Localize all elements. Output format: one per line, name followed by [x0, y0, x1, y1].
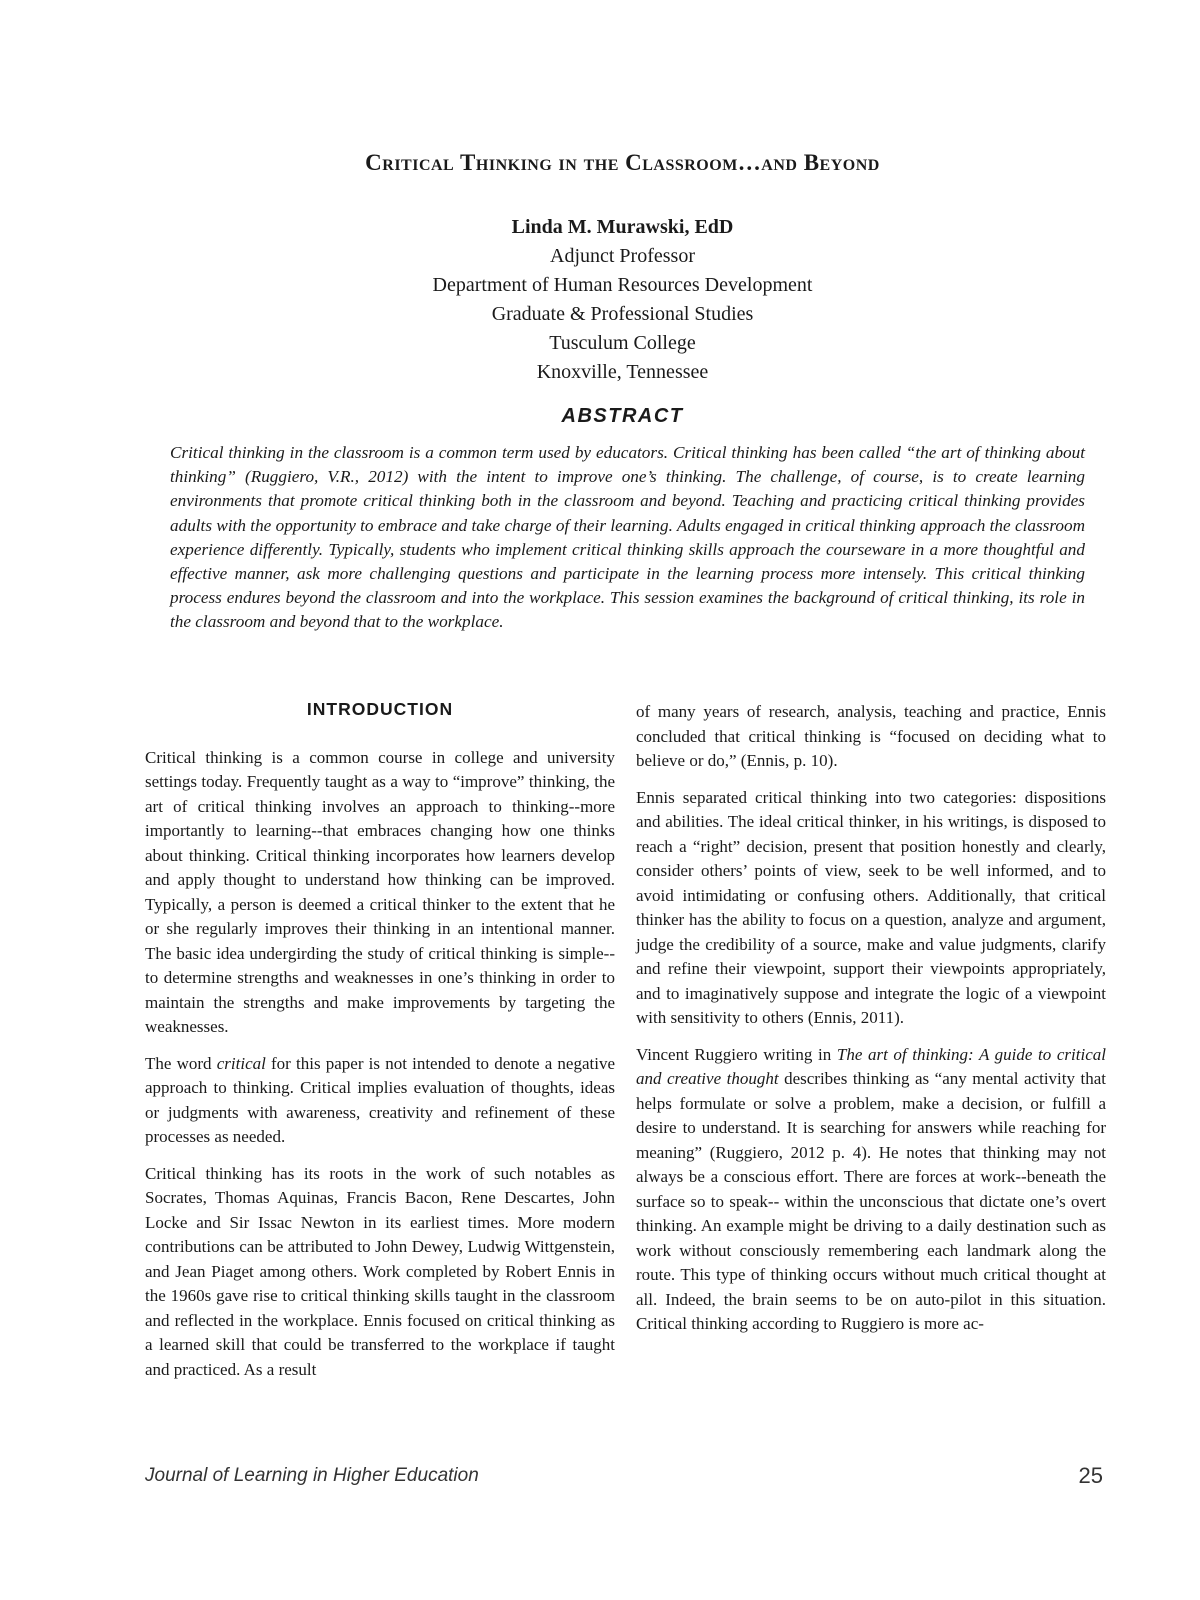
- author-location: Knoxville, Tennessee: [536, 361, 709, 383]
- intro-paragraph-2: The word critical for this paper is not intended to denote a negative approach to thinking. Critical implies evaluation of thoughts, ideas or judgments with awareness, creativity and refinement of these processes as needed.: [145, 1053, 616, 1146]
- author-name: Linda M. Murawski, EdD: [511, 216, 734, 238]
- page-number: 25: [1078, 1463, 1103, 1488]
- intro-paragraph-3: Critical thinking has its roots in the work of such notables as Socrates, Thomas Aquinas, Francis Bacon, Rene Descartes, John Locke and Sir Issac Newton in its earliest times. More modern contributions can be attributed to John Dewey, Ludwig Wittgenstein, and Jean Piaget among others. Work completed by Robert Ennis in the 1960s gave rise to critical thinking skills taught in the classroom and reflected in the workplace. Ennis focused on critical thinking as a learned skill that could be transferred to the workplace if taught and practiced. As a result: [145, 1163, 615, 1379]
- footer-journal-name: Journal of Learning in Higher Education: [145, 1465, 479, 1486]
- abstract-text: Critical thinking in the classroom is a common term used by educators. Critical thinking has been called “the art of thinking about thinking” (Ruggiero, V.R., 2012) with the intent to improve one’s thinking. The challenge, of course, is to create learning environments that promote critical thinking both in the classroom and beyond. Teaching and practicing critical thinking provides adults with the opportunity to embrace and take charge of their learning. Adults engaged in critical thinking approach the classroom experience differently. Typically, students who implement critical thinking skills approach the courseware in a more thoughtful and effective manner, ask more challenging questions and participate in the learning process more intensely. This critical thinking process endures beyond the classroom and into the workplace. This session examines the background of critical thinking, its role in the classroom and beyond that to the workplace.: [170, 443, 1085, 632]
- author-affiliation: [0, 213, 1200, 387]
- intro-paragraph-3-continued: of many years of research, analysis, teaching and practice, Ennis concluded that critical thinking is “focused on deciding what to believe or do,” (Ennis, p. 10).: [636, 702, 1106, 770]
- intro-paragraph-1: Critical thinking is a common course in college and university settings today. Frequently taught as a way to “improve” thinking, the art of critical thinking involves an approach to thinking--more importantly to learning--that embraces changing how one thinks about thinking. Critical thinking incorporates how learners develop and apply thought to understand how thinking can be improved. Typically, a person is deemed a critical thinker to the extent that he or she regularly improves their thinking in an intentional manner. The basic idea undergirding the study of critical thinking is simple--to determine strengths and weaknesses in one’s thinking in order to maintain the strengths and make improvements by targeting the weaknesses.: [145, 747, 615, 1036]
- intro-paragraph-5: Vincent Ruggiero writing in The art of thinking: A guide to critical and creative thought describes thinking as “any mental activity that helps formulate or solve a problem, make a decision, or fulfill a desire to understand. It is searching for answers while reaching for meaning” (Ruggiero, 2012 p. 4). He notes that thinking may not always be a conscious effort. There are forces at work--beneath the surface so to speak-- within the unconscious that dictate one’s overt thinking. An example might be driving to a daily destination such as work without consciously remembering each landmark along the route. This type of thinking occurs without much critical thought at all. Indeed, the brain seems to be on auto-pilot in this situation. Critical thinking according to Ruggiero is more ac-: [636, 1044, 1106, 1333]
- book-title: The art of thinking: A guide to critical and creative thought: [636, 1044, 1106, 1088]
- right-column: [636, 700, 1106, 1349]
- emphasis-critical: critical: [216, 1053, 266, 1073]
- author-program: Graduate & Professional Studies: [491, 303, 754, 325]
- abstract-heading: ABSTRACT: [561, 405, 684, 427]
- article-title: Critical Thinking in the Classroom…and Beyond: [365, 150, 880, 175]
- left-column: [145, 697, 615, 1394]
- author-position: Adjunct Professor: [550, 245, 695, 267]
- introduction-heading: INTRODUCTION: [306, 699, 454, 719]
- author-department: Department of Human Resources Development: [432, 274, 813, 296]
- author-institution: Tusculum College: [549, 332, 696, 354]
- intro-paragraph-4: Ennis separated critical thinking into two categories: dispositions and abilities. The ideal critical thinker, in his writings, is disposed to reach a “right” decision, present that position honestly and clearly, consider others’ points of view, seek to be well informed, and to avoid intimidating or confusing others. Additionally, that critical thinker has the ability to focus on a question, analyze and argument, judge the credibility of a source, make and value judgments, clarify and refine their viewpoint, support their viewpoints appropriately, and to imaginatively suppose and integrate the logic of a viewpoint with sensitivity to others (Ennis, 2011).: [636, 787, 1106, 1027]
